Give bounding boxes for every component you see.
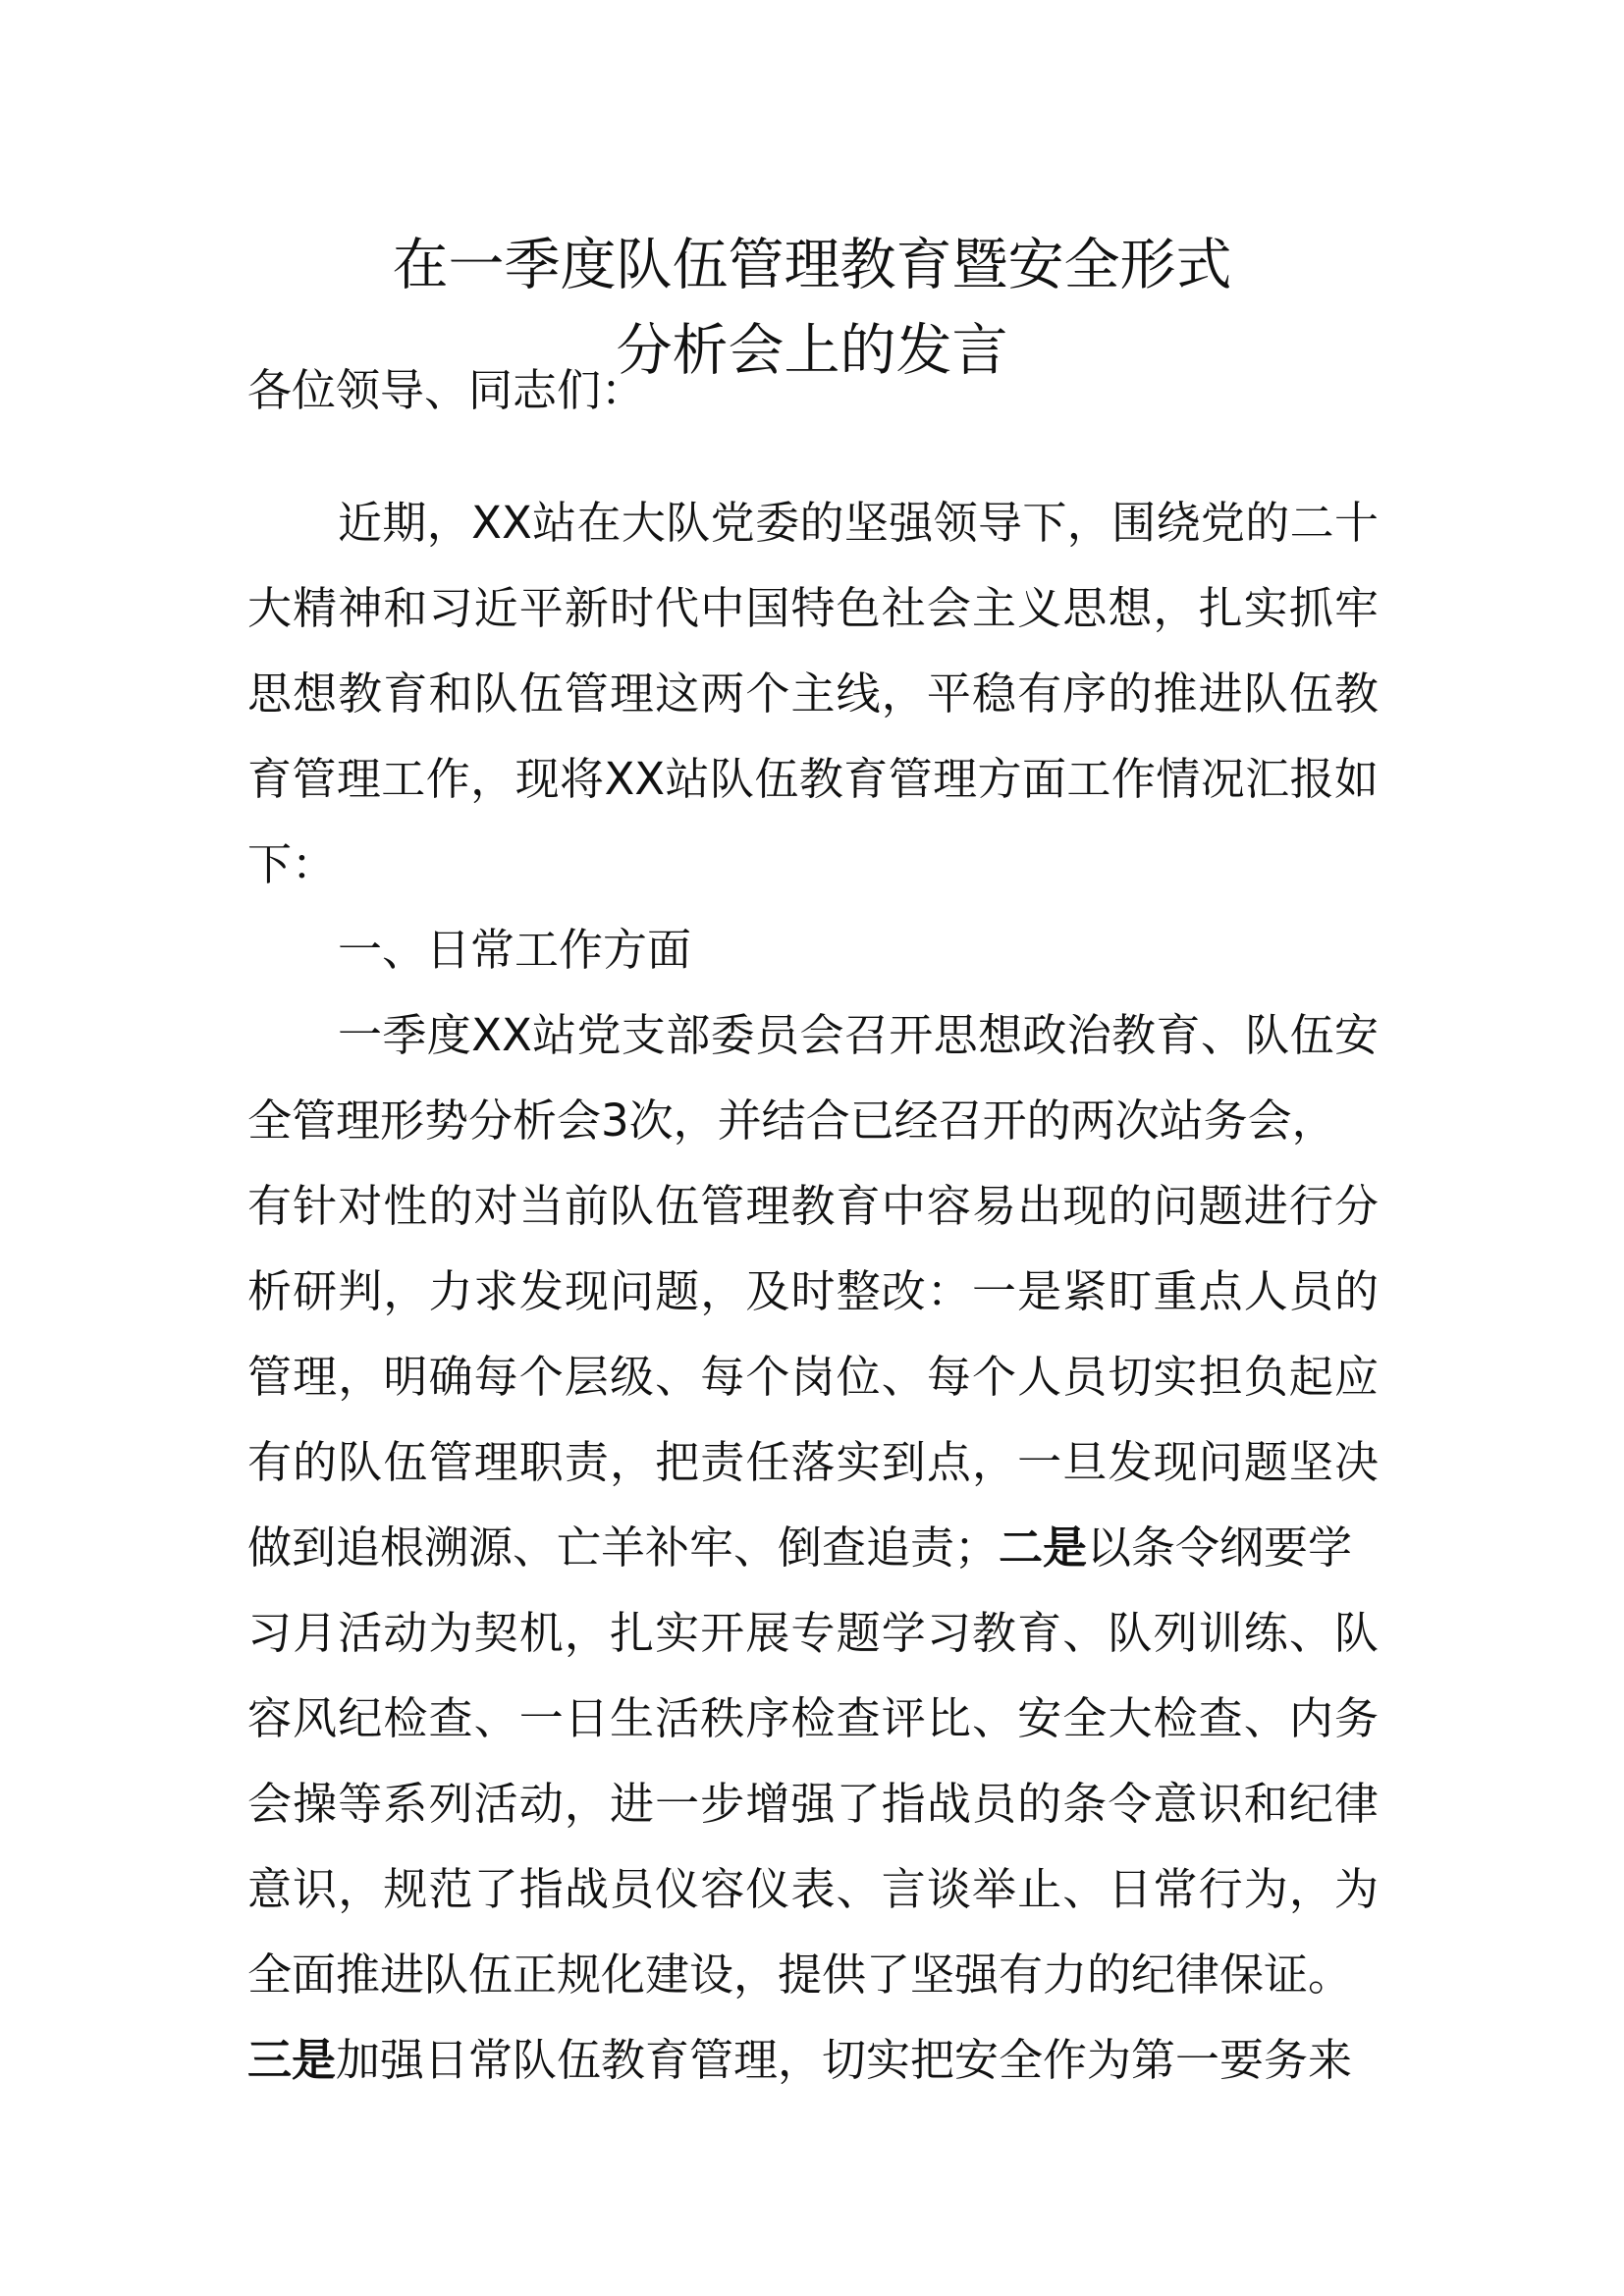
paragraph-line: [247, 1505, 1379, 1590]
document-body: [247, 347, 1379, 2103]
paragraph-line: 有针对性的对当前队伍管理教育中容易出现的问题进行分: [247, 1180, 1379, 1232]
paragraph-line: 育管理工作，现将XX站队伍教育管理方面工作情况汇报如: [247, 753, 1379, 805]
paragraph-line: 容风纪检查、一日生活秩序检查评比、安全大检查、内务: [247, 1692, 1379, 1744]
paragraph-line: 习月活动为契机，扎实开展专题学习教育、队列训练、队: [247, 1607, 1379, 1659]
bold-marker: 二是: [999, 1522, 1088, 1574]
paragraph-line: 一季度XX站党支部委员会召开思想政治教育、队伍安: [338, 1009, 1379, 1061]
paragraph-line: 思想教育和队伍管理这两个主线，平稳有序的推进队伍教: [247, 667, 1379, 720]
paragraph-line: 全管理形势分析会3次，并结合已经召开的两次站务会，: [247, 1095, 1336, 1147]
text-run: 做到追根溯源、亡羊补牢、倒查追责；: [247, 1522, 1000, 1574]
paragraph-line: 会操等系列活动，进一步增强了指战员的条令意识和纪律: [247, 1778, 1379, 1830]
salutation: 各位领导、同志们：: [247, 364, 646, 416]
section-heading: 一、日常工作方面: [338, 924, 692, 976]
text-run: 加强日常队伍教育管理，切实把安全作为第一要务来: [336, 2034, 1353, 2086]
paragraph-line: 意识，规范了指战员仪容仪表、言谈举止、日常行为，为: [247, 1863, 1379, 1915]
paragraph-line: 全面推进队伍正规化建设，提供了坚强有力的纪律保证。: [247, 1949, 1353, 2001]
paragraph-line: 管理，明确每个层级、每个岗位、每个人员切实担负起应: [247, 1351, 1379, 1403]
paragraph-line: 析研判，力求发现问题，及时整改：一是紧盯重点人员的: [247, 1265, 1379, 1317]
paragraph-line: 大精神和习近平新时代中国特色社会主义思想，扎实抓牢: [247, 582, 1379, 634]
paragraph-line: 下：: [247, 838, 337, 890]
paragraph-line: 有的队伍管理职责，把责任落实到点，一旦发现问题坚决: [247, 1436, 1379, 1488]
title-line-2: 分析会上的发言: [616, 318, 1008, 383]
title-line-1: 在一季度队伍管理教育暨安全形式: [392, 233, 1232, 297]
text-run: 以条令纲要学: [1087, 1522, 1353, 1574]
paragraph-line: 近期，XX站在大队党委的坚强领导下，围绕党的二十: [338, 497, 1379, 549]
bold-marker: 三是: [247, 2034, 337, 2086]
paragraph-line: [247, 2017, 1379, 2103]
